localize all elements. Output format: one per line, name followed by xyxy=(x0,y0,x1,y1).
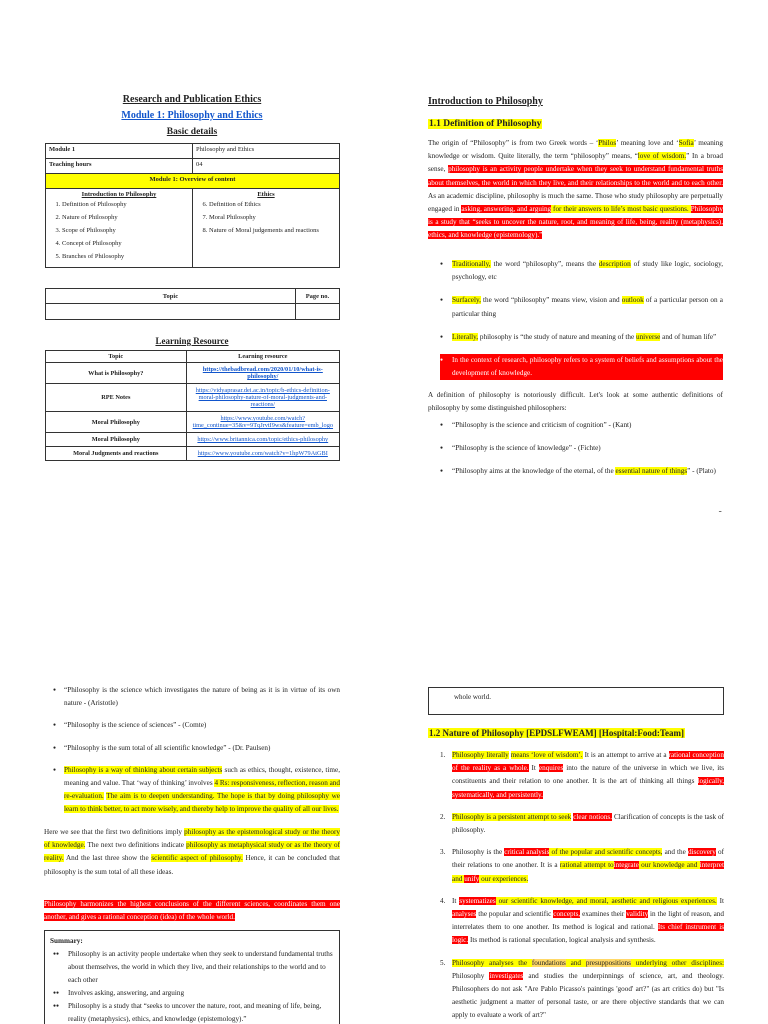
bullet-icon: ● ● xyxy=(56,952,60,957)
table-row xyxy=(46,412,340,433)
definitions-list xyxy=(440,419,723,489)
learning-resource-heading: Learning Resource xyxy=(155,336,229,346)
list-item: 5. Philosophy analyses the foundations and presuppositions underlying other disciplines: Philosophy investigates and studies the underpinnings of science, art, and theology. Philosophers do not ask "Are Pablo Picasso's paintings 'good' art?" (as art critics do) but "Is aesthetic judgment a matter of personal taste, or are there objective standards that we can apply to evaluate a work of art?" xyxy=(440,958,724,1020)
meaning-list xyxy=(440,258,723,390)
intro-column-heading: Introduction to Philosophy xyxy=(81,191,157,198)
document-page-3 xyxy=(0,512,384,1024)
table-row xyxy=(46,433,340,447)
continuation-box: whole world. xyxy=(428,687,724,715)
list-item: 1. Philosophy literally means ‘love of wisdom’. It is an attempt to arrive at a rational conception of the reality as a whole. It enquires into the nature of the universe in which we live, its constituents and their relation to one another. It is the art of thinking all things logically, systematically, and persistently. xyxy=(440,751,724,799)
module-details-table xyxy=(45,143,340,268)
lr-topic: RPE Notes xyxy=(46,384,187,412)
document-title: Research and Publication Ethics xyxy=(122,94,262,105)
list-item: ● In the context of research, philosophy refers to a system of beliefs and assumptions about the development of knowledge. xyxy=(440,354,723,380)
intro-list-item: 5. Branches of Philosophy xyxy=(62,250,188,263)
summary-item: ● ● Involves asking, answering, and arguing xyxy=(50,987,334,1000)
table-row xyxy=(46,363,340,384)
intro-column xyxy=(46,189,193,268)
definitions-continued-list xyxy=(50,684,340,826)
intro-list-item: 1. Definition of Philosophy xyxy=(62,198,188,211)
table-row xyxy=(46,384,340,412)
list-item: ● Surfacely, the word “philosophy” means view, vision and outlook of a particular person on a particular thing xyxy=(440,294,723,320)
intro-list-item: 4. Concept of Philosophy xyxy=(62,237,188,250)
resource-link[interactable]: https://www.youtube.com/watch?time_continue=35&v=9TqJrvtI9ws&feature=emb_logo xyxy=(192,415,334,429)
list-item: ● “Philosophy is the science which investigates the nature of being as it is in virtue of its own nature - (Aristotle) xyxy=(50,684,340,710)
basic-details-heading: Basic details xyxy=(166,127,218,137)
lr-topic-heading: Topic xyxy=(46,351,187,363)
lr-topic: Moral Philosophy xyxy=(46,433,187,447)
list-item: ● Traditionally, the word “philosophy”, means the description of study like logic, sociology, psychology, etc xyxy=(440,258,723,284)
lr-topic: Moral Judgments and reactions xyxy=(46,447,187,461)
intro-heading: Introduction to Philosophy xyxy=(428,96,543,107)
hours-label: Teaching hours xyxy=(46,159,193,174)
nature-list xyxy=(428,749,724,1024)
list-item: ● “Philosophy is the science of knowledge” - (Fichte) xyxy=(440,442,723,455)
module-label: Module 1 xyxy=(46,144,193,159)
list-item: 3. Philosophy is the critical analysis of the popular and scientific concepts, and the discovery of their relations to one another. It is a rational attempt tointegrate our knowledge and interpret and unify our experiences. xyxy=(440,848,724,883)
origin-paragraph: The origin of “Philosophy” is from two Greek words – ‘Philos’ meaning love and ‘Sofia’ meaning knowledge or wisdom. Quite literally, the term “philosophy” means, “love of wisdom.” In a broad sense, philosophy is an activity people undertake when they seek to understand fundamental truths about themselves, the world in which they live, and their relationships to the world and to each other. As an academic discipline, philosophy is much the same. Those who study philosophy are perpetually engaged in asking, answering, and arguing for their answers to life’s most basic questions. Philosophy is a study that “seeks to uncover the nature, root, and meaning of life, being, reality (metaphysics), ethics, and knowledge (epistemology).” xyxy=(428,139,724,240)
overview-heading: Module 1: Overview of content xyxy=(46,174,340,189)
resource-link[interactable]: https://thebadbread.com/2020/01/10/what-is-philosophy/ xyxy=(202,366,323,380)
document-page-4 xyxy=(384,512,768,1024)
list-item: ● Literally, philosophy is “the study of nature and meaning of the universe and of human life” xyxy=(440,331,723,344)
intro-list-item: 3. Scope of Philosophy xyxy=(62,224,188,237)
lr-topic: What is Philosophy? xyxy=(46,363,187,384)
ethics-list-item: 6. Definition of Ethics xyxy=(209,198,335,211)
intro-list-item: 2. Nature of Philosophy xyxy=(62,211,188,224)
list-item: ● “Philosophy aims at the knowledge of the eternal, of the essential nature of things” - (Plato) xyxy=(440,465,723,478)
topic-empty-cell xyxy=(46,304,296,320)
lr-resource-heading: Learning resource xyxy=(186,351,339,363)
bullet-icon: ● ● xyxy=(56,991,60,996)
module-value: Philosophy and Ethics xyxy=(193,144,340,159)
ethics-list-item: 8. Nature of Moral judgements and reactions xyxy=(209,224,335,237)
module-title: Module 1: Philosophy and Ethics xyxy=(121,110,263,121)
topic-column-heading: Topic xyxy=(46,289,296,304)
hours-value: 04 xyxy=(193,159,340,174)
lr-topic: Moral Philosophy xyxy=(46,412,187,433)
ethics-column xyxy=(193,189,340,268)
resource-link[interactable]: https://www.youtube.com/watch?v=1hpW79AtGBI xyxy=(197,450,328,457)
table-row xyxy=(46,447,340,461)
harmonizes-paragraph: Philosophy harmonizes the highest conclusions of the different sciences, coordinates them one another, and gives a rational conception (idea) of the whole world. xyxy=(44,900,340,922)
list-item: ● Philosophy is a way of thinking about certain subjects such as ethics, thought, existence, time, meaning and value. That ‘way of thinking’ involves 4 Rs: responsiveness, reflection, reason and re-evaluation. The aim is to deepen understanding. The hope is that by doing philosophy we learn to think better, to act more wisely, and thereby help to improve the quality of all our lives. xyxy=(50,764,340,817)
document-page-2 xyxy=(384,0,768,512)
page-column-heading: Page no. xyxy=(295,289,339,304)
analysis-paragraph: Here we see that the first two definitions imply philosophy as the epistemological study or the theory of knowledge. The next two definitions indicate philosophy as metaphysical study or as the theory of reality. And the last three show the scientific aspect of philosophy. Hence, it can be concluded that philosophy is the sum total of all these ideas. xyxy=(44,828,340,876)
list-item: ● “Philosophy is the science and criticism of cognition” - (Kant) xyxy=(440,419,723,432)
document-page-1 xyxy=(0,0,384,512)
summary-box xyxy=(44,930,340,1024)
page-empty-cell xyxy=(295,304,339,320)
list-item: ● “Philosophy is the science of sciences” - (Comte) xyxy=(50,719,340,732)
bullet-icon: ● ● xyxy=(56,1004,60,1009)
nature-section-heading: 1.2 Nature of Philosophy [EPDSLFWEAM] [Hospital:Food:Team] xyxy=(429,728,685,738)
list-item: 4. It systematizes our scientific knowledge, and moral, aesthetic and religious experiences. It analyses the popular and scientific concepts, examines their validity in the light of reason, and interrelates them to one another. Its method is logical and rational. Its chief instrument is logic. Its method is rational speculation, logical analysis and synthesis. xyxy=(440,896,724,945)
list-item: 2. Philosophy is a persistent attempt to seek clear notions. Clarification of concepts is the task of philosophy. xyxy=(440,812,724,835)
learning-resource-table xyxy=(45,350,340,461)
ethics-column-heading: Ethics xyxy=(257,191,275,198)
summary-item: ● ● Philosophy is an activity people undertake when they seek to understand fundamental truths about themselves, the world in which they live, and their relationships to the world and to each other xyxy=(50,948,334,987)
summary-item: ● ● Philosophy is a study that “seeks to uncover the nature, root, and meaning of life, being, reality (metaphysics), ethics, and knowledge (epistemology).” xyxy=(50,1000,334,1024)
list-item: ● “Philosophy is the sum total of all scientific knowledge” - (Dr. Paulsen) xyxy=(50,742,340,755)
topic-page-table xyxy=(45,288,340,320)
summary-title: Summary: xyxy=(50,937,83,945)
ethics-list-item: 7. Moral Philosophy xyxy=(209,211,335,224)
definition-intro-paragraph: A definition of philosophy is notoriously difficult. Let's look at some authentic definitions of philosophy by some distinguished philosophers: xyxy=(428,391,723,413)
resource-link[interactable]: https://www.britannica.com/topic/ethics-philosophy xyxy=(197,436,329,443)
resource-link[interactable]: https://vidyaprasar.dei.ac.in/topic/b-ethics-definition-moral-philosophy-nature-of-moral-judgments-and-reactions/ xyxy=(195,387,330,408)
section-heading: 1.1 Definition of Philosophy xyxy=(429,119,542,129)
